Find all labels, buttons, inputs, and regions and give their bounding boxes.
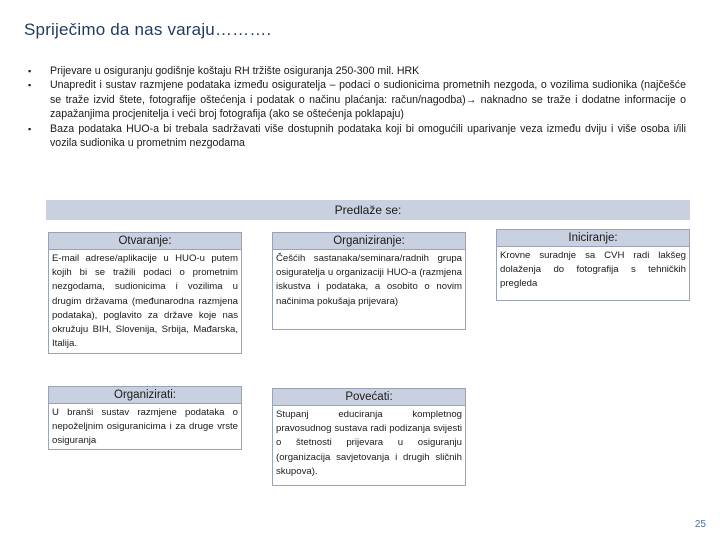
box-text: E-mail adrese/aplikacije u HUO-u putem kojih bi se tražili podaci o prometnim nezgodama, sudionicima i vozilima u drugim državama (međunarodna razmjena podataka), poglavito za države koje nas okružuju BIH, Slovenija, Srbija, Mađarska, Italija. xyxy=(52,253,238,350)
bullet-icon: ▪ xyxy=(28,80,32,91)
box-iniciranje xyxy=(496,229,690,301)
bullet-icon: ▪ xyxy=(28,123,32,134)
box-heading: Organiziranje: xyxy=(273,233,465,250)
page-number: 25 xyxy=(694,519,706,530)
box-organizirati xyxy=(48,386,242,450)
bullet-text: Baza podataka HUO-a bi trebala sadržavati više dostupnih podataka koji bi omogućili uparivanje veza između dviju i više osoba i/ili vozila sudionika u prometnim nezgodama xyxy=(50,122,686,150)
box-heading: Iniciranje: xyxy=(497,230,689,247)
bullet-list xyxy=(28,64,686,150)
proposals-header: Predlaže se: xyxy=(46,200,690,220)
bullet-item xyxy=(28,78,686,121)
box-heading: Organizirati: xyxy=(49,387,241,404)
bullet-item xyxy=(28,64,686,78)
slide-title: Spriječimo da nas varaju………. xyxy=(24,20,272,39)
box-organiziranje xyxy=(272,232,466,330)
bullet-icon: ▪ xyxy=(28,66,32,76)
box-heading: Povećati: xyxy=(273,389,465,406)
box-text: Krovne suradnje sa CVH radi lakšeg dolaženja do fotografija s tehničkih pregleda xyxy=(500,250,686,290)
box-povecati xyxy=(272,388,466,486)
bullet-item xyxy=(28,122,686,151)
bullet-text: Unapredit i sustav razmjene podataka između osiguratelja – podaci o sudionicima prometnih nezgoda, o vozilima sudionika (najčešće se traže izvid štete, fotografije oštećenja i podatak o načinu plaćanja: račun/nagodba)→ naknadno se traže i dodatne informacije o zapažanjima procjenitelja i veći broj fotografija (ako se oštećenja poklapaju) xyxy=(50,79,686,121)
box-text: U branši sustav razmjene podataka o nepoželjnim osiguranicima i za druge vrste osiguranja xyxy=(52,407,238,447)
box-text: Stupanj educiranja kompletnog pravosudnog sustava radi podizanja svijesti o štetnosti prijevara u osiguranju (organizacija savjetovanja i drugih sličnih skupova). xyxy=(276,409,462,477)
box-heading: Otvaranje: xyxy=(49,233,241,250)
box-text: Češćih sastanaka/seminara/radnih grupa osiguratelja u organizaciji HUO-a (razmjena iskustva i podataka, a osobito o novim načinima pokušaja prijevara) xyxy=(276,253,462,307)
bullet-text: Prijevare u osiguranju godišnje koštaju RH tržište osiguranja 250-300 mil. HRK xyxy=(50,65,420,77)
box-otvaranje xyxy=(48,232,242,354)
